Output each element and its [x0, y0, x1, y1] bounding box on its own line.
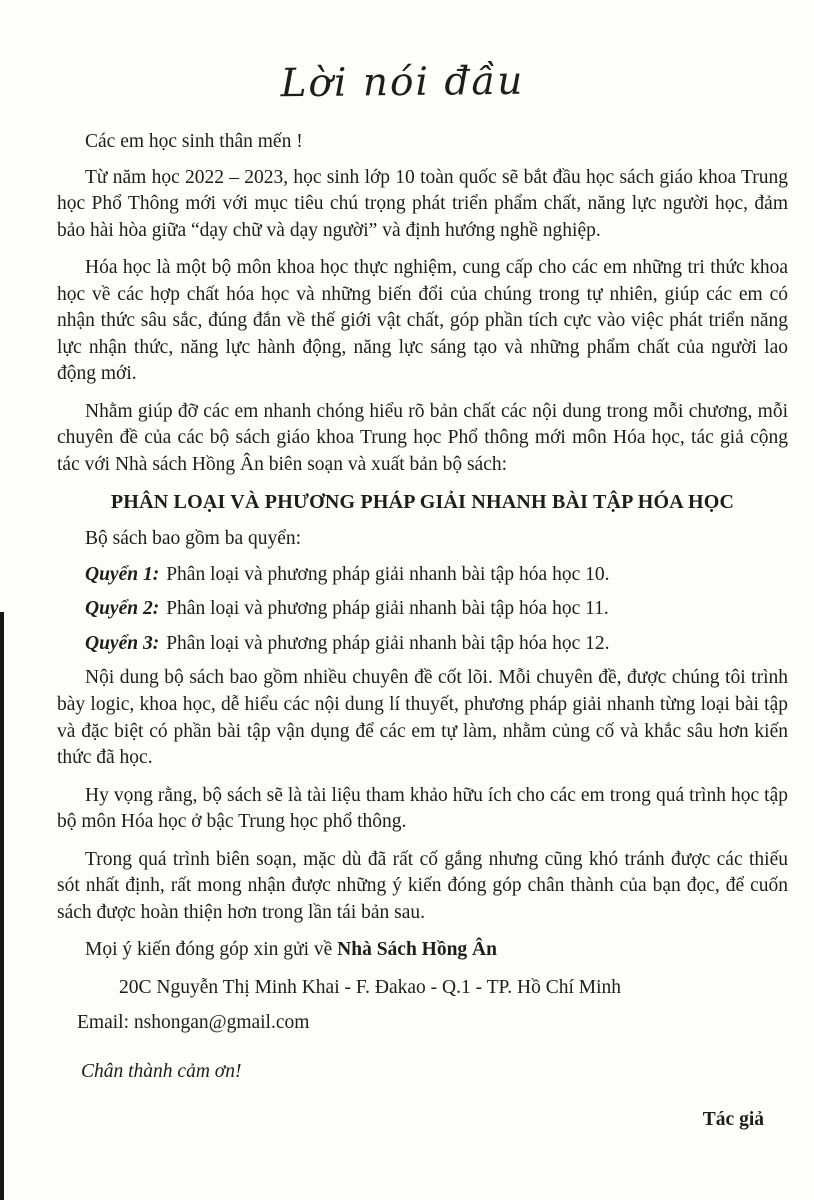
volume-item: [85, 562, 788, 589]
volume-item: [85, 631, 788, 658]
contact-prefix: Mọi ý kiến đóng góp xin gửi về: [85, 939, 338, 961]
author-signature: Tác giả: [702, 1109, 764, 1131]
closing-thanks: Chân thành cảm ơn!: [81, 1060, 242, 1082]
paragraph-series-content: Nội dung bộ sách bao gồm nhiều chuyên đề cốt lõi. Mỗi chuyên đề, được chúng tôi trình bày logic, khoa học, dễ hiểu các nội dung lí thuyết, phương pháp giải nhanh từng loại bài tập và đặc biệt có phần bài tập vận dụng để các em tự làm, nhằm củng cố và khắc sâu hơn kiến thức đã học.: [57, 667, 788, 769]
email-line: Email: nshongan@gmail.com: [77, 1012, 310, 1034]
volume-label: Quyển 1:: [85, 563, 160, 585]
scan-edge-artifact: [0, 612, 4, 1200]
book-series-title: PHÂN LOẠI VÀ PHƯƠNG PHÁP GIẢI NHANH BÀI TẬP HÓA HỌC: [110, 491, 735, 514]
paragraph-hope: Hy vọng rằng, bộ sách sẽ là tài liệu tham khảo hữu ích cho các em trong quá trình học tập bộ môn Hóa học ở bậc Trung học phổ thông.: [57, 784, 788, 833]
greeting-line: Các em học sinh thân mến !: [85, 131, 303, 153]
volume-text: Phân loại và phương pháp giải nhanh bài tập hóa học 10.: [166, 563, 610, 585]
contact-line: [57, 937, 788, 964]
paragraph-new-program: Từ năm học 2022 – 2023, học sinh lớp 10 toàn quốc sẽ bắt đầu học sách giáo khoa Trung học Phổ Thông mới với mục tiêu chú trọng phát triển phẩm chất, năng lực người học, đảm bảo hài hòa giữa “dạy chữ và dạy người” và định hướng nghề nghiệp.: [57, 166, 788, 241]
paragraph-chemistry-subject: Hóa học là một bộ môn khoa học thực nghiệm, cung cấp cho các em những tri thức khoa học về các hợp chất hóa học và những biến đổi của chúng trong tự nhiên, giúp các em có nhận thức sâu sắc, đúng đắn về thế giới vật chất, góp phần tích cực vào việc phát triển năng lực nhận thức, năng lực hành động, năng lực sáng tạo và những phẩm chất của người lao động mới.: [57, 257, 788, 385]
volume-label: Quyển 3:: [85, 632, 160, 654]
volume-label: Quyển 2:: [85, 598, 160, 620]
page-title: Lời nói đầu: [280, 58, 525, 107]
volume-item: [85, 596, 788, 623]
series-intro-line: Bộ sách bao gồm ba quyển:: [85, 528, 302, 550]
address-line: 20C Nguyễn Thị Minh Khai - F. Đakao - Q.1 - TP. Hồ Chí Minh: [119, 976, 622, 998]
volume-text: Phân loại và phương pháp giải nhanh bài tập hóa học 11.: [166, 598, 609, 620]
volume-text: Phân loại và phương pháp giải nhanh bài tập hóa học 12.: [166, 632, 610, 654]
publisher-name: Nhà Sách Hồng Ân: [337, 939, 497, 961]
paragraph-feedback: Trong quá trình biên soạn, mặc dù đã rất cố gắng nhưng cũng khó tránh được các thiếu sót nhất định, rất mong nhận được những ý kiến đóng góp chân thành của bạn đọc, để cuốn sách được hoàn thiện hơn trong lần tái bản sau.: [57, 848, 788, 923]
paragraph-series-purpose: Nhằm giúp đỡ các em nhanh chóng hiểu rõ bản chất các nội dung trong mỗi chương, mỗi chuyên đề của các bộ sách giáo khoa Trung học Phổ thông mới môn Hóa học, tác giả cộng tác với Nhà sách Hồng Ân biên soạn và xuất bản bộ sách:: [57, 400, 788, 475]
